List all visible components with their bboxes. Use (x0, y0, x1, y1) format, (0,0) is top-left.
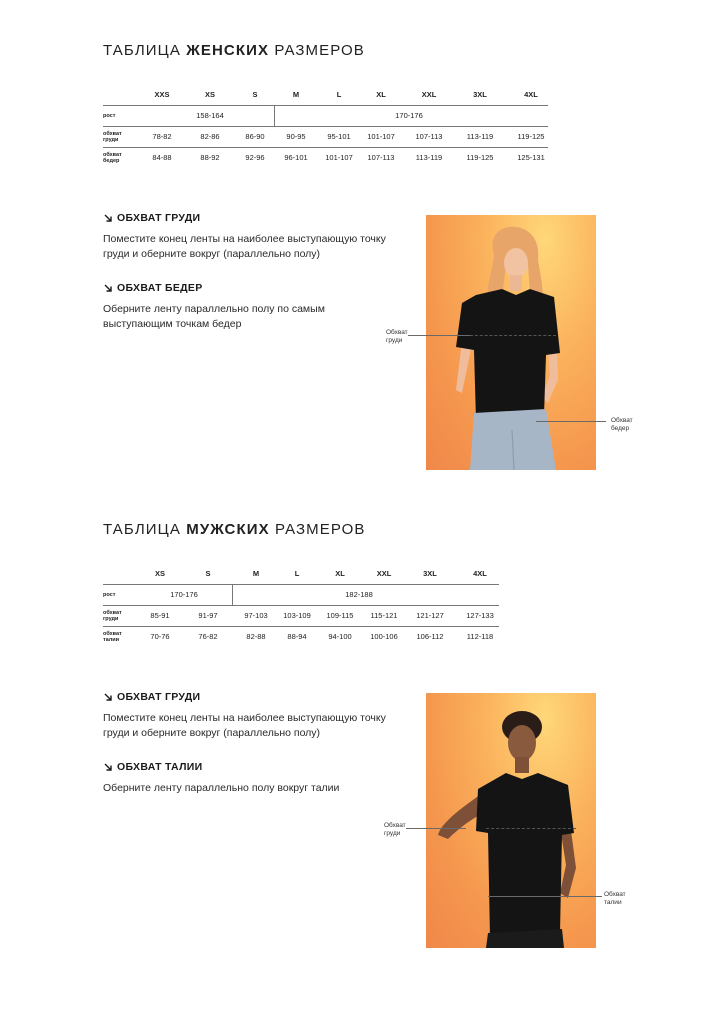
size-header: L (336, 90, 342, 99)
men-height-row (103, 584, 499, 605)
height-value: 170-176 (395, 111, 423, 120)
women-chest-instruction: Поместите конец ленты на наиболее выступающую точку груди и оберните вокруг (параллельно полу) (103, 233, 386, 260)
row-label: обхват бедер (103, 151, 122, 164)
arrow-down-right-icon (103, 762, 113, 772)
men-size-header-row (103, 563, 499, 584)
chest-value: 103-109 (283, 611, 311, 620)
size-header: S (252, 90, 258, 99)
hips-value: 119-125 (466, 153, 494, 162)
size-header: XS (204, 90, 216, 99)
chest-value: 86-90 (245, 132, 265, 141)
chest-value: 113-119 (466, 132, 494, 141)
chest-value: 115-121 (370, 611, 398, 620)
women-height-row (103, 105, 548, 126)
waist-value: 82-88 (246, 632, 266, 641)
hips-value: 107-113 (367, 153, 395, 162)
table-divider (232, 584, 233, 605)
size-header: L (294, 569, 300, 578)
chest-measure-line (486, 828, 576, 829)
hips-value: 125-131 (517, 153, 545, 162)
men-chest-row (103, 605, 499, 626)
waist-value: 106-112 (416, 632, 444, 641)
waist-value: 88-94 (287, 632, 307, 641)
hips-value: 92-96 (245, 153, 265, 162)
arrow-down-right-icon (103, 692, 113, 702)
women-hips-label: Обхват бедер (611, 417, 633, 432)
height-value: 182-188 (345, 590, 373, 599)
chest-leader-line (406, 828, 466, 829)
size-header: S (205, 569, 211, 578)
chest-value: 82-86 (200, 132, 220, 141)
chest-value: 127-133 (466, 611, 494, 620)
chest-value: 91-97 (198, 611, 218, 620)
size-header: XXS (154, 90, 170, 99)
women-chest-heading: ОБХВАТ ГРУДИ (103, 212, 200, 224)
men-waist-heading: ОБХВАТ ТАЛИИ (103, 761, 202, 773)
size-header: XS (154, 569, 166, 578)
waist-value: 70-76 (150, 632, 170, 641)
waist-value: 76-82 (198, 632, 218, 641)
waist-leader-line (596, 896, 602, 897)
women-size-table-title: ТАБЛИЦА ЖЕНСКИХ РАЗМЕРОВ (103, 42, 365, 59)
size-header: M (252, 569, 260, 578)
waist-value: 100-106 (370, 632, 398, 641)
men-chest-instruction: Поместите конец ленты на наиболее выступающую точку груди и оберните вокруг (параллельно полу) (103, 712, 386, 739)
men-chest-label: Обхват груди (384, 822, 406, 837)
women-hips-instruction: Оберните ленту параллельно полу по самым выступающим точкам бедер (103, 303, 325, 330)
waist-measure-line (488, 896, 596, 897)
chest-leader-line (408, 335, 470, 336)
women-chest-row (103, 126, 548, 147)
size-header: XL (335, 569, 345, 578)
chest-value: 85-91 (150, 611, 170, 620)
hips-value: 96-101 (284, 153, 308, 162)
size-header: 3XL (423, 569, 437, 578)
size-header: 3XL (473, 90, 487, 99)
women-size-table (103, 84, 548, 170)
chest-value: 107-113 (415, 132, 443, 141)
men-size-table-title: ТАБЛИЦА МУЖСКИХ РАЗМЕРОВ (103, 521, 366, 538)
hips-leader-line (596, 421, 606, 422)
height-value: 158-164 (196, 111, 224, 120)
size-header: 4XL (524, 90, 538, 99)
waist-value: 94-100 (328, 632, 352, 641)
chest-value: 78-82 (152, 132, 172, 141)
size-header: XXL (376, 569, 392, 578)
hips-value: 113-119 (415, 153, 443, 162)
chest-value: 90-95 (286, 132, 306, 141)
chest-value: 97-103 (244, 611, 268, 620)
row-label: обхват груди (103, 609, 122, 622)
women-size-header-row (103, 84, 548, 105)
table-divider (274, 105, 275, 126)
size-header: XXL (421, 90, 437, 99)
man-figure-illustration (426, 693, 596, 948)
women-hips-heading: ОБХВАТ БЕДЕР (103, 282, 203, 294)
women-model-photo (426, 215, 596, 470)
chest-value: 119-125 (517, 132, 545, 141)
row-label: рост (103, 112, 116, 119)
size-header: XL (376, 90, 386, 99)
men-waist-label: Обхват талии (604, 891, 626, 906)
chest-measure-line (470, 335, 556, 336)
women-chest-label: Обхват груди (386, 329, 408, 344)
hips-value: 84-88 (152, 153, 172, 162)
hips-value: 88-92 (200, 153, 220, 162)
men-waist-instruction: Оберните ленту параллельно полу вокруг талии (103, 782, 340, 794)
hips-measure-line (536, 421, 596, 422)
row-label: обхват талии (103, 630, 122, 643)
row-label: рост (103, 591, 116, 598)
men-waist-row (103, 626, 499, 647)
hips-value: 101-107 (325, 153, 353, 162)
arrow-down-right-icon (103, 283, 113, 293)
men-chest-heading: ОБХВАТ ГРУДИ (103, 691, 200, 703)
chest-value: 101-107 (367, 132, 395, 141)
size-header: M (292, 90, 300, 99)
row-label: обхват груди (103, 130, 122, 143)
women-hips-row (103, 147, 548, 168)
height-value: 170-176 (170, 590, 198, 599)
men-size-table (103, 563, 499, 649)
arrow-down-right-icon (103, 213, 113, 223)
woman-figure-illustration (426, 215, 596, 470)
chest-value: 95-101 (327, 132, 351, 141)
waist-value: 112-118 (466, 632, 494, 641)
men-model-photo (426, 693, 596, 948)
chest-value: 121-127 (416, 611, 444, 620)
size-header: 4XL (473, 569, 487, 578)
chest-value: 109-115 (326, 611, 354, 620)
